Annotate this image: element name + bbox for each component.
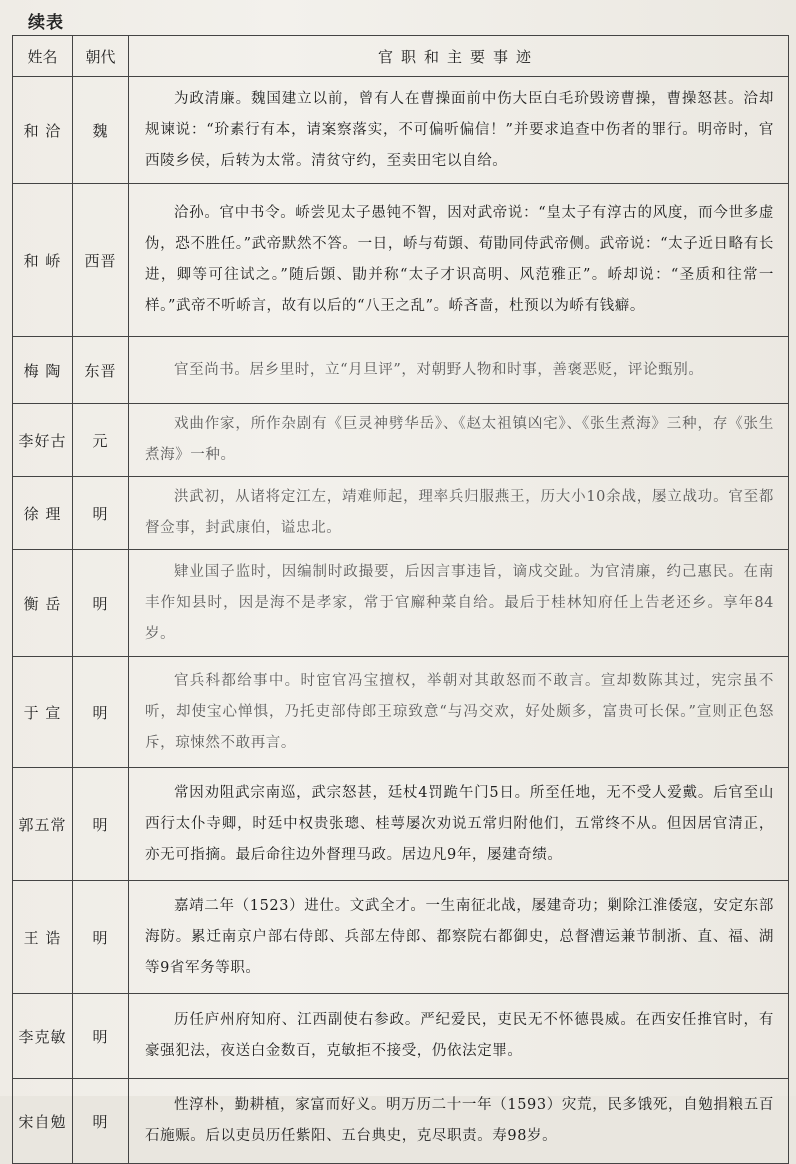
person-description: 为政清廉。魏国建立以前，曾有人在曹操面前中伤大臣白毛玠毁谤曹操，曹操怒甚。洽却规谏说：“玠素行有本，请案察落实，不可偏听偏信！”并要求追查中伤者的罪行。明帝时，官西陵乡侯，后转为太常。清贫守约，至卖田宅以自给。 [129, 77, 789, 184]
biography-table [12, 35, 789, 1164]
person-name: 于 宣 [13, 657, 73, 768]
header-description: 官职和主要事迹 [129, 36, 789, 77]
person-description: 历任庐州府知府、江西副使右参政。严纪爱民，吏民无不怀德畏威。在西安任推官时，有豪强犯法，夜送白金数百，克敏拒不接受，仍依法定罪。 [129, 994, 789, 1079]
person-description: 性淳朴，勤耕植，家富而好义。明万历二十一年（1593）灾荒，民多饿死，自勉捐粮五百石施赈。后以吏员历任紫阳、五台典史，克尽职责。寿98岁。 [129, 1079, 789, 1164]
table-row [13, 994, 789, 1079]
person-description: 戏曲作家，所作杂剧有《巨灵神劈华岳》、《赵太祖镇凶宅》、《张生煮海》三种，存《张生煮海》一种。 [129, 404, 789, 477]
table-row [13, 404, 789, 477]
person-description: 官至尚书。居乡里时，立“月旦评”，对朝野人物和时事，善褒恶贬，评论甄别。 [129, 337, 789, 404]
person-description: 肄业国子监时，因编制时政撮要，后因言事违旨，谪戍交趾。为官清廉，约己惠民。在南丰作知县时，因是海不是孝家，常于官廨种菜自给。最后于桂林知府任上告老还乡。享年84岁。 [129, 550, 789, 657]
person-name: 徐 理 [13, 477, 73, 550]
person-description: 洽孙。官中书令。峤尝见太子愚钝不智，因对武帝说：“皇太子有淳古的风度，而今世多虚伪，恐不胜任。”武帝默然不答。一日，峤与荀顗、荀勖同侍武帝侧。武帝说：“太子近日略有长进，卿等可往试之。”随后顗、勖并称“太子才识高明、风范雅正”。峤却说：“圣质和往常一样。”武帝不听峤言，故有以后的“八王之乱”。峤吝啬，杜预以为峤有钱癖。 [129, 184, 789, 337]
person-name: 李克敏 [13, 994, 73, 1079]
person-dynasty: 明 [73, 657, 129, 768]
person-dynasty: 元 [73, 404, 129, 477]
person-dynasty: 明 [73, 1079, 129, 1164]
person-name: 梅 陶 [13, 337, 73, 404]
person-dynasty: 明 [73, 994, 129, 1079]
header-dynasty: 朝代 [73, 36, 129, 77]
person-dynasty: 明 [73, 768, 129, 881]
table-row [13, 77, 789, 184]
person-name: 衡 岳 [13, 550, 73, 657]
person-description: 常因劝阻武宗南巡，武宗怒甚，廷杖4罚跪午门5日。所至任地，无不受人爱戴。后官至山西行太仆寺卿，时廷中权贵张璁、桂萼屡次劝说五常归附他们，五常终不从。但因居官清正，亦无可指摘。最后命往边外督理马政。居边凡9年，屡建奇绩。 [129, 768, 789, 881]
table-header-row [13, 36, 789, 77]
table-row [13, 768, 789, 881]
person-name: 郭五常 [13, 768, 73, 881]
person-dynasty: 东晋 [73, 337, 129, 404]
header-name: 姓名 [13, 36, 73, 77]
person-name: 和 峤 [13, 184, 73, 337]
person-description: 官兵科都给事中。时宦官冯宝擅权，举朝对其敢怒而不敢言。宣却数陈其过，宪宗虽不听，却使宝心惮惧，乃托吏部侍郎王琼致意“与冯交欢，好处颇多，富贵可长保。”宣则正色怒斥，琼悚然不敢再言。 [129, 657, 789, 768]
person-name: 和 洽 [13, 77, 73, 184]
person-name: 王 诰 [13, 881, 73, 994]
person-name: 李好古 [13, 404, 73, 477]
person-name: 宋自勉 [13, 1079, 73, 1164]
table-continued-caption: 续表 [28, 13, 64, 33]
person-dynasty: 明 [73, 881, 129, 994]
person-dynasty: 西晋 [73, 184, 129, 337]
table-row [13, 477, 789, 550]
table-row [13, 550, 789, 657]
person-dynasty: 魏 [73, 77, 129, 184]
table-row [13, 881, 789, 994]
person-dynasty: 明 [73, 477, 129, 550]
person-description: 洪武初，从诸将定江左，靖难师起，理率兵归服燕王，历大小10余战，屡立战功。官至都督佥事，封武康伯，谥忠北。 [129, 477, 789, 550]
table-row [13, 337, 789, 404]
table-row [13, 657, 789, 768]
person-description: 嘉靖二年（1523）进仕。文武全才。一生南征北战，屡建奇功；剿除江淮倭寇，安定东部海防。累迁南京户部右侍郎、兵部左侍郎、都察院右都御史，总督漕运兼节制浙、直、福、湖等9省军务等职。 [129, 881, 789, 994]
table-row [13, 184, 789, 337]
person-dynasty: 明 [73, 550, 129, 657]
table-row [13, 1079, 789, 1164]
